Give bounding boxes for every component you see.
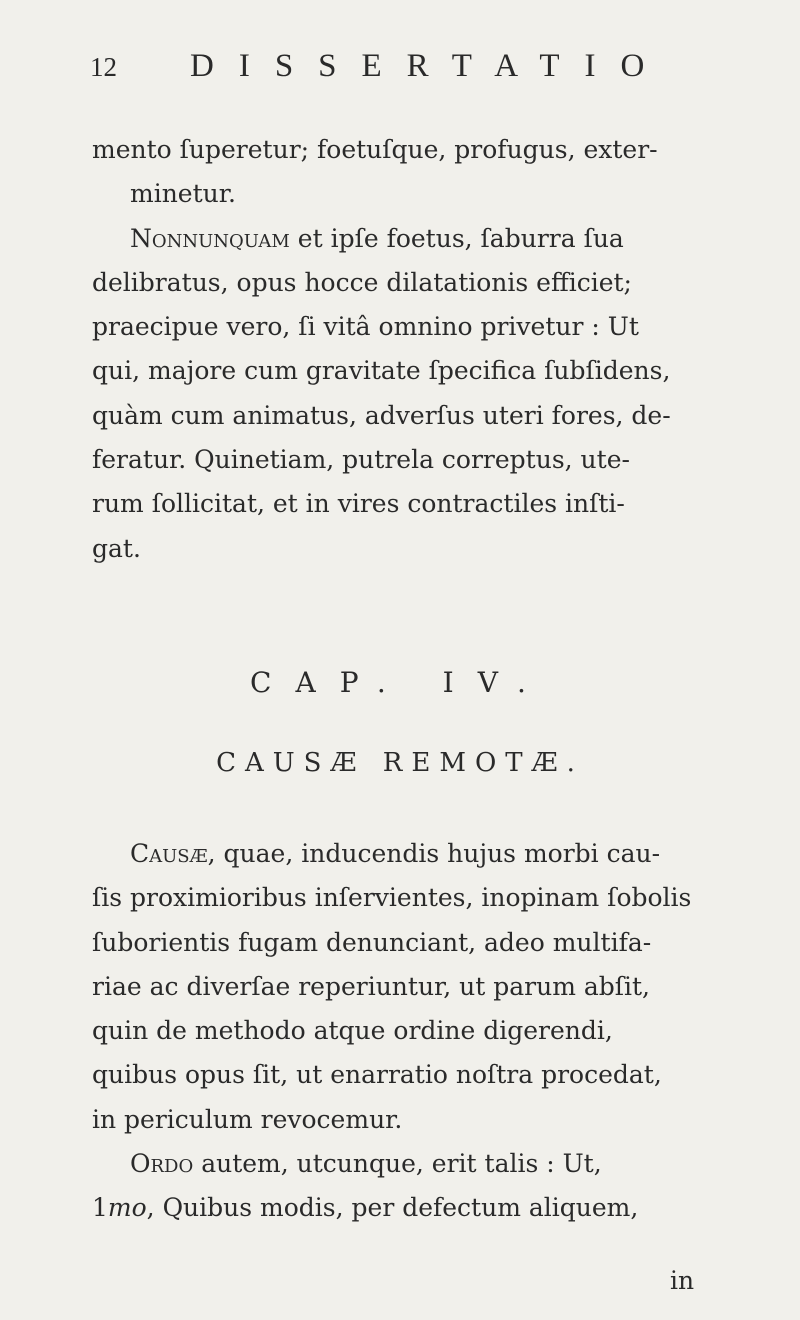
- paragraph-first-line-text: , quae, inducendis hujus morbi cau-: [207, 839, 661, 868]
- chapter-heading: CAP. IV.: [250, 666, 550, 699]
- paragraph-first-line: [92, 217, 712, 261]
- paragraph-line: ſuborientis fugam denunciant, adeo multifa-: [92, 927, 652, 957]
- paragraph-line: ſis proximioribus inſervientes, inopinam ſobolis: [92, 883, 692, 913]
- paragraph-line: riae ac diverſae reperiuntur, ut parum abſit,: [92, 971, 651, 1001]
- paragraph-first-line-text: autem, utcunque, erit talis : Ut,: [193, 1149, 602, 1179]
- catchword: in: [670, 1266, 695, 1295]
- paragraph-first-line: [92, 832, 712, 876]
- paragraph-line: minetur.: [130, 179, 236, 209]
- paragraph-line: quàm cum animatus, adverſus uteri fores, de-: [92, 400, 671, 430]
- paragraph-first-line-text: et ipſe foetus, ſaburra ſua: [289, 223, 624, 253]
- paragraph-lead-word: Ordo: [130, 1149, 194, 1179]
- section-heading: CAUSÆ REMOTÆ.: [216, 748, 584, 778]
- paragraph-line: praecipue vero, ſi vitâ omnino privetur : Ut: [92, 312, 639, 342]
- ordinal-number: 1: [92, 1193, 108, 1223]
- paragraph-line: rum ſollicitat, et in vires contractiles inſti-: [92, 489, 625, 519]
- page-number: 12: [90, 52, 117, 82]
- paragraph-line: gat.: [92, 533, 141, 563]
- running-title: DISSERTATIO: [190, 48, 670, 84]
- paragraph-line: in periculum revocemur.: [92, 1104, 403, 1134]
- paragraph-line-text: , Quibus modis, per defectum aliquem,: [146, 1193, 639, 1223]
- text-block-lower: [92, 832, 712, 1231]
- paragraph-line: mento ſuperetur; foetuſque, profugus, exter-: [92, 135, 658, 164]
- paragraph-line: qui, majore cum gravitate ſpecifica ſubſidens,: [92, 356, 671, 386]
- paragraph-lead-word: Causæ: [130, 839, 208, 868]
- paragraph-first-line: [92, 1142, 712, 1186]
- paragraph-line: [92, 1186, 712, 1230]
- text-block-upper: [92, 128, 712, 571]
- paragraph-line: delibratus, opus hocce dilatationis efficiet;: [92, 267, 632, 297]
- paragraph-line: feratur. Quinetiam, putrela correptus, ute-: [92, 445, 630, 475]
- paragraph-line: quin de methodo atque ordine digerendi,: [92, 1016, 613, 1046]
- paragraph-lead-word: Nonnunquam: [130, 223, 290, 253]
- paragraph-line: quibus opus ſit, ut enarratio noſtra procedat,: [92, 1060, 662, 1090]
- ordinal-suffix: mo: [107, 1193, 147, 1223]
